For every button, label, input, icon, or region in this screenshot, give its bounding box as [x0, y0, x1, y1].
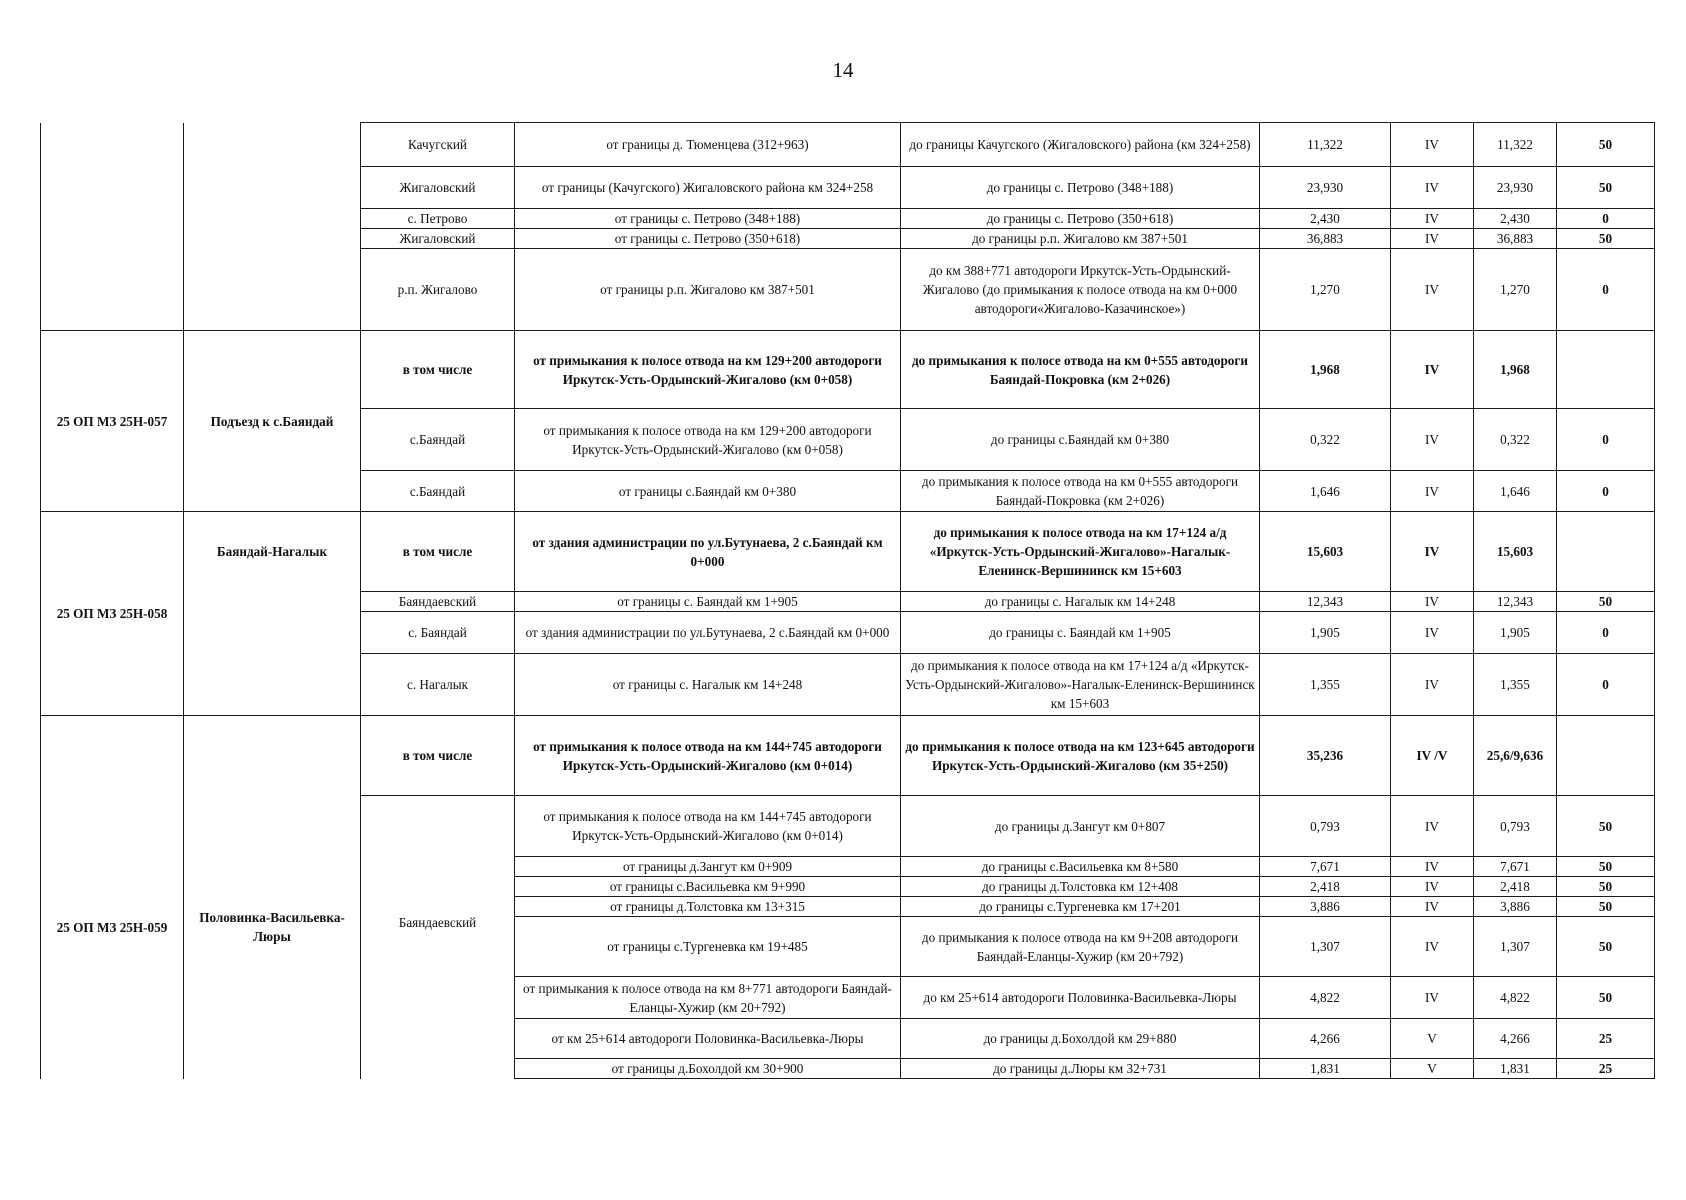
segment-cell: Баяндаевский: [361, 592, 515, 612]
category-cell: IV: [1391, 654, 1474, 716]
length2-cell: 1,355: [1474, 654, 1557, 716]
length-cell: 1,905: [1260, 612, 1391, 654]
length2-cell: 4,266: [1474, 1019, 1557, 1059]
length2-cell: 11,322: [1474, 123, 1557, 167]
length-cell: 4,822: [1260, 977, 1391, 1019]
length-cell: 15,603: [1260, 512, 1391, 592]
from-cell: от границы д.Толстовка км 13+315: [515, 897, 901, 917]
length2-cell: 1,968: [1474, 331, 1557, 409]
speed-cell: 50: [1557, 897, 1655, 917]
length2-cell: 12,343: [1474, 592, 1557, 612]
from-cell: от границы с.Тургеневка км 19+485: [515, 917, 901, 977]
from-cell: от границы (Качугского) Жигаловского района км 324+258: [515, 167, 901, 209]
to-cell: до границы с. Петрово (350+618): [901, 209, 1260, 229]
length-cell: 23,930: [1260, 167, 1391, 209]
category-cell: IV: [1391, 471, 1474, 512]
to-cell: до границы с.Васильевка км 8+580: [901, 857, 1260, 877]
length-cell: 4,266: [1260, 1019, 1391, 1059]
category-cell: IV: [1391, 409, 1474, 471]
length-cell: 35,236: [1260, 716, 1391, 796]
to-cell: до примыкания к полосе отвода на км 0+555 автодороги Баяндай-Покровка (км 2+026): [901, 471, 1260, 512]
to-cell: до границы р.п. Жигалово км 387+501: [901, 229, 1260, 249]
speed-cell: [1557, 331, 1655, 409]
category-cell: IV: [1391, 123, 1474, 167]
length2-cell: 15,603: [1474, 512, 1557, 592]
length2-cell: 1,307: [1474, 917, 1557, 977]
category-cell: IV: [1391, 897, 1474, 917]
length-cell: 0,793: [1260, 796, 1391, 857]
length2-cell: 4,822: [1474, 977, 1557, 1019]
from-cell: от примыкания к полосе отвода на км 144+745 автодороги Иркутск-Усть-Ордынский-Жигалово (км 0+014): [515, 796, 901, 857]
length2-cell: 23,930: [1474, 167, 1557, 209]
to-cell: до границы с.Тургеневка км 17+201: [901, 897, 1260, 917]
segment-cell: с. Петрово: [361, 209, 515, 229]
segment-cell: Жигаловский: [361, 167, 515, 209]
speed-cell: [1557, 716, 1655, 796]
length-cell: 1,307: [1260, 917, 1391, 977]
length2-cell: 1,831: [1474, 1059, 1557, 1079]
category-cell: IV: [1391, 167, 1474, 209]
speed-cell: 0: [1557, 471, 1655, 512]
to-cell: до примыкания к полосе отвода на км 123+645 автодороги Иркутск-Усть-Ордынский-Жигалово (км 35+250): [901, 716, 1260, 796]
from-cell: от км 25+614 автодороги Половинка-Васильевка-Люры: [515, 1019, 901, 1059]
length2-cell: 2,418: [1474, 877, 1557, 897]
category-cell: IV: [1391, 917, 1474, 977]
from-cell: от границы с. Петрово (348+188): [515, 209, 901, 229]
speed-cell: 0: [1557, 612, 1655, 654]
speed-cell: 50: [1557, 917, 1655, 977]
from-cell: от границы с. Петрово (350+618): [515, 229, 901, 249]
length2-cell: 7,671: [1474, 857, 1557, 877]
table-row: [41, 331, 1655, 409]
speed-cell: [1557, 512, 1655, 592]
road-id-cell: 25 ОП МЗ 25Н-058: [41, 512, 184, 716]
length-cell: 0,322: [1260, 409, 1391, 471]
from-cell: от границы с.Васильевка км 9+990: [515, 877, 901, 897]
road-name-cell: Подъезд к с.Баяндай: [184, 331, 361, 512]
length2-cell: 0,322: [1474, 409, 1557, 471]
to-cell: до км 25+614 автодороги Половинка-Васильевка-Люры: [901, 977, 1260, 1019]
to-cell: до примыкания к полосе отвода на км 0+555 автодороги Баяндай-Покровка (км 2+026): [901, 331, 1260, 409]
length-cell: 36,883: [1260, 229, 1391, 249]
speed-cell: 0: [1557, 409, 1655, 471]
speed-cell: 50: [1557, 123, 1655, 167]
road-name-cell: Баяндай-Нагалык: [184, 512, 361, 716]
length-cell: 1,831: [1260, 1059, 1391, 1079]
speed-cell: 0: [1557, 654, 1655, 716]
speed-cell: 50: [1557, 857, 1655, 877]
table-row: [41, 123, 1655, 167]
length-cell: 2,418: [1260, 877, 1391, 897]
length-cell: 1,968: [1260, 331, 1391, 409]
to-cell: до примыкания к полосе отвода на км 17+124 а/д «Иркутск-Усть-Ордынский-Жигалово»-Нагалык-Еленинск-Вершининск км 15+603: [901, 512, 1260, 592]
to-cell: до границы с.Баяндай км 0+380: [901, 409, 1260, 471]
to-cell: до границы д.Зангут км 0+807: [901, 796, 1260, 857]
from-cell: от здания администрации по ул.Бутунаева, 2 с.Баяндай км 0+000: [515, 612, 901, 654]
segment-cell: в том числе: [361, 331, 515, 409]
length2-cell: 3,886: [1474, 897, 1557, 917]
length-cell: 11,322: [1260, 123, 1391, 167]
road-name-cell: [184, 123, 361, 331]
length2-cell: 25,6/9,636: [1474, 716, 1557, 796]
segment-cell: с.Баяндай: [361, 471, 515, 512]
to-cell: до границы с. Нагалык км 14+248: [901, 592, 1260, 612]
from-cell: от границы д.Зангут км 0+909: [515, 857, 901, 877]
segment-cell: р.п. Жигалово: [361, 249, 515, 331]
to-cell: до примыкания к полосе отвода на км 9+208 автодороги Баяндай-Еланцы-Хужир (км 20+792): [901, 917, 1260, 977]
length2-cell: 36,883: [1474, 229, 1557, 249]
from-cell: от границы с. Нагалык км 14+248: [515, 654, 901, 716]
from-cell: от примыкания к полосе отвода на км 144+745 автодороги Иркутск-Усть-Ордынский-Жигалово (км 0+014): [515, 716, 901, 796]
segment-cell: Баяндаевский: [361, 796, 515, 1079]
table-row: [41, 512, 1655, 592]
category-cell: V: [1391, 1019, 1474, 1059]
category-cell: IV: [1391, 592, 1474, 612]
segment-cell: Качугский: [361, 123, 515, 167]
category-cell: IV: [1391, 249, 1474, 331]
length-cell: 3,886: [1260, 897, 1391, 917]
speed-cell: 0: [1557, 249, 1655, 331]
category-cell: IV /V: [1391, 716, 1474, 796]
road-id-cell: 25 ОП МЗ 25Н-059: [41, 716, 184, 1079]
segment-cell: в том числе: [361, 716, 515, 796]
speed-cell: 50: [1557, 167, 1655, 209]
to-cell: до границы Качугского (Жигаловского) района (км 324+258): [901, 123, 1260, 167]
to-cell: до границы с. Петрово (348+188): [901, 167, 1260, 209]
page-number: 14: [832, 58, 854, 82]
road-name-cell: Половинка-Васильевка-Люры: [184, 716, 361, 1079]
speed-cell: 25: [1557, 1059, 1655, 1079]
length2-cell: 0,793: [1474, 796, 1557, 857]
length-cell: 1,270: [1260, 249, 1391, 331]
to-cell: до км 388+771 автодороги Иркутск-Усть-Ордынский-Жигалово (до примыкания к полосе отвода на км 0+000 автодороги«Жигалово-Казачинское»): [901, 249, 1260, 331]
speed-cell: 50: [1557, 977, 1655, 1019]
from-cell: от границы с.Баяндай км 0+380: [515, 471, 901, 512]
from-cell: от примыкания к полосе отвода на км 129+200 автодороги Иркутск-Усть-Ордынский-Жигалово (км 0+058): [515, 409, 901, 471]
category-cell: IV: [1391, 977, 1474, 1019]
speed-cell: 25: [1557, 1019, 1655, 1059]
category-cell: IV: [1391, 877, 1474, 897]
length-cell: 1,355: [1260, 654, 1391, 716]
length-cell: 12,343: [1260, 592, 1391, 612]
from-cell: от границы д. Тюменцева (312+963): [515, 123, 901, 167]
from-cell: от границы д.Бохолдой км 30+900: [515, 1059, 901, 1079]
to-cell: до границы д.Люры км 32+731: [901, 1059, 1260, 1079]
speed-cell: 50: [1557, 796, 1655, 857]
speed-cell: 50: [1557, 229, 1655, 249]
length-cell: 2,430: [1260, 209, 1391, 229]
length2-cell: 1,905: [1474, 612, 1557, 654]
segment-cell: с.Баяндай: [361, 409, 515, 471]
segment-cell: в том числе: [361, 512, 515, 592]
to-cell: до границы д.Бохолдой км 29+880: [901, 1019, 1260, 1059]
roads-table: [40, 122, 1655, 1079]
speed-cell: 50: [1557, 877, 1655, 897]
category-cell: IV: [1391, 229, 1474, 249]
category-cell: IV: [1391, 857, 1474, 877]
speed-cell: 50: [1557, 592, 1655, 612]
segment-cell: Жигаловский: [361, 229, 515, 249]
road-id-cell: 25 ОП МЗ 25Н-057: [41, 331, 184, 512]
to-cell: до границы с. Баяндай км 1+905: [901, 612, 1260, 654]
length2-cell: 1,646: [1474, 471, 1557, 512]
segment-cell: с. Баяндай: [361, 612, 515, 654]
speed-cell: 0: [1557, 209, 1655, 229]
from-cell: от примыкания к полосе отвода на км 8+771 автодороги Баяндай-Еланцы-Хужир (км 20+792): [515, 977, 901, 1019]
from-cell: от границы с. Баяндай км 1+905: [515, 592, 901, 612]
category-cell: IV: [1391, 209, 1474, 229]
category-cell: IV: [1391, 331, 1474, 409]
from-cell: от здания администрации по ул.Бутунаева, 2 с.Баяндай км 0+000: [515, 512, 901, 592]
table-row: [41, 716, 1655, 796]
category-cell: IV: [1391, 796, 1474, 857]
category-cell: IV: [1391, 612, 1474, 654]
length-cell: 7,671: [1260, 857, 1391, 877]
category-cell: V: [1391, 1059, 1474, 1079]
category-cell: IV: [1391, 512, 1474, 592]
to-cell: до примыкания к полосе отвода на км 17+124 а/д «Иркутск-Усть-Ордынский-Жигалово»-Нагалык-Еленинск-Вершининск км 15+603: [901, 654, 1260, 716]
length-cell: 1,646: [1260, 471, 1391, 512]
to-cell: до границы д.Толстовка км 12+408: [901, 877, 1260, 897]
segment-cell: с. Нагалык: [361, 654, 515, 716]
from-cell: от примыкания к полосе отвода на км 129+200 автодороги Иркутск-Усть-Ордынский-Жигалово (км 0+058): [515, 331, 901, 409]
from-cell: от границы р.п. Жигалово км 387+501: [515, 249, 901, 331]
road-id-cell: [41, 123, 184, 331]
length2-cell: 2,430: [1474, 209, 1557, 229]
length2-cell: 1,270: [1474, 249, 1557, 331]
